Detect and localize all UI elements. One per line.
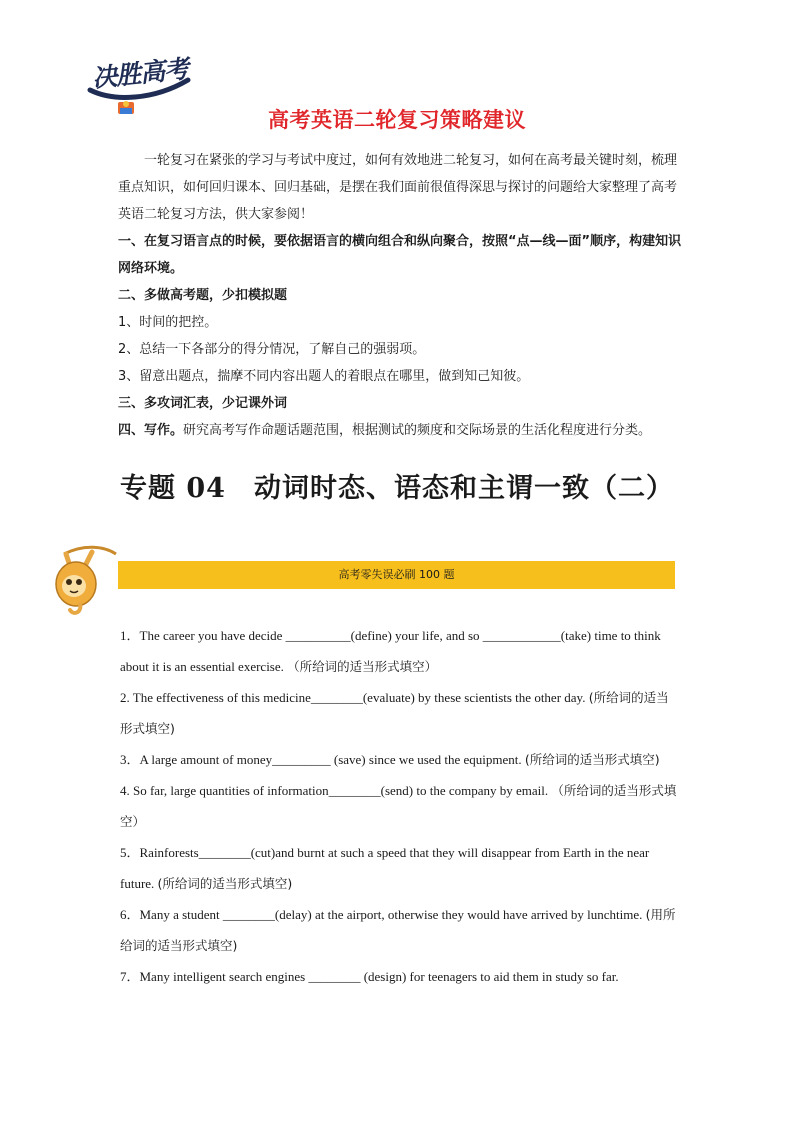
question-item <box>120 775 680 837</box>
question-text: 5．Rainforests________(cut)and burnt at such a speed that they will disappear from Earth in the near future. <box>120 845 650 891</box>
strategy-sub-3: 3、留意出题点，揣摩不同内容出题人的着眼点在哪里，做到知己知彼。 <box>118 369 530 384</box>
question-item <box>120 744 680 775</box>
page-title: 高考英语二轮复习策略建议 <box>268 108 526 132</box>
question-item <box>120 961 680 992</box>
question-instruction: （所给词的适当形式填空） <box>120 783 677 829</box>
question-instruction: (所给词的适当形式填空) <box>524 752 660 767</box>
strategy-point-2: 二、多做高考题，少扣模拟题 <box>118 288 288 303</box>
strategy-point-4-text: 研究高考写作命题话题范围，根据测试的频度和交际场景的生活化程度进行分类。 <box>183 423 652 438</box>
strategy-point-1: 一、在复习语言点的时候，要依据语言的横向组合和纵向聚合，按照“点—线—面”顺序，构建知识网络环境。 <box>118 234 682 276</box>
question-item <box>120 682 680 744</box>
exercise-banner: 高考零失误必刷 100 题 <box>118 561 675 589</box>
question-text: 3．A large amount of money_________ (save) since we used the equipment. <box>120 752 525 767</box>
question-item <box>120 899 680 961</box>
question-text: 2. The effectiveness of this medicine________(evaluate) by these scientists the other day. <box>120 690 589 705</box>
question-text: 1．The career you have decide __________(define) your life, and so ____________(take) time to think about it is an essential exercise. <box>120 628 661 674</box>
question-text: 7．Many intelligent search engines ________ (design) for teenagers to aid them in study so far. <box>120 969 619 984</box>
strategy-point-4-label: 四、写作。 <box>118 423 184 438</box>
question-instruction: (所给词的适当形式填空) <box>157 876 293 891</box>
strategy-sub-2: 2、总结一下各部分的得分情况，了解自己的强弱项。 <box>118 342 426 357</box>
monkey-mascot-icon <box>44 540 118 618</box>
question-text: 6．Many a student ________(delay) at the airport, otherwise they would have arrived by lunchtime. <box>120 907 646 922</box>
strategy-point-3: 三、多攻词汇表，少记课外词 <box>118 396 288 411</box>
question-instruction: (所给词的适当形式填空) <box>120 690 669 736</box>
intro-section <box>118 147 684 444</box>
question-instruction: (用所给词的适当形式填空) <box>120 907 676 953</box>
question-text: 4. So far, large quantities of information________(send) to the company by email. <box>120 783 552 798</box>
logo-text: 决胜高考 <box>90 54 190 93</box>
question-item <box>120 620 680 682</box>
question-instruction: （所给词的适当形式填空） <box>287 659 438 674</box>
strategy-sub-1: 1、时间的把控。 <box>118 315 218 330</box>
question-item <box>120 837 680 899</box>
question-list <box>120 620 680 992</box>
strategy-point-4 <box>118 417 684 444</box>
topic-title: 专题 04 动词时态、语态和主谓一致（二） <box>120 473 674 504</box>
intro-paragraph: 一轮复习在紧张的学习与考试中度过，如何有效地进二轮复习，如何在高考最关键时刻，梳理重点知识，如何回归课本、回归基础，是摆在我们面前很值得深思与探讨的问题给大家整理了高考英语二轮复习方法，供大家参阅！ <box>118 153 678 222</box>
